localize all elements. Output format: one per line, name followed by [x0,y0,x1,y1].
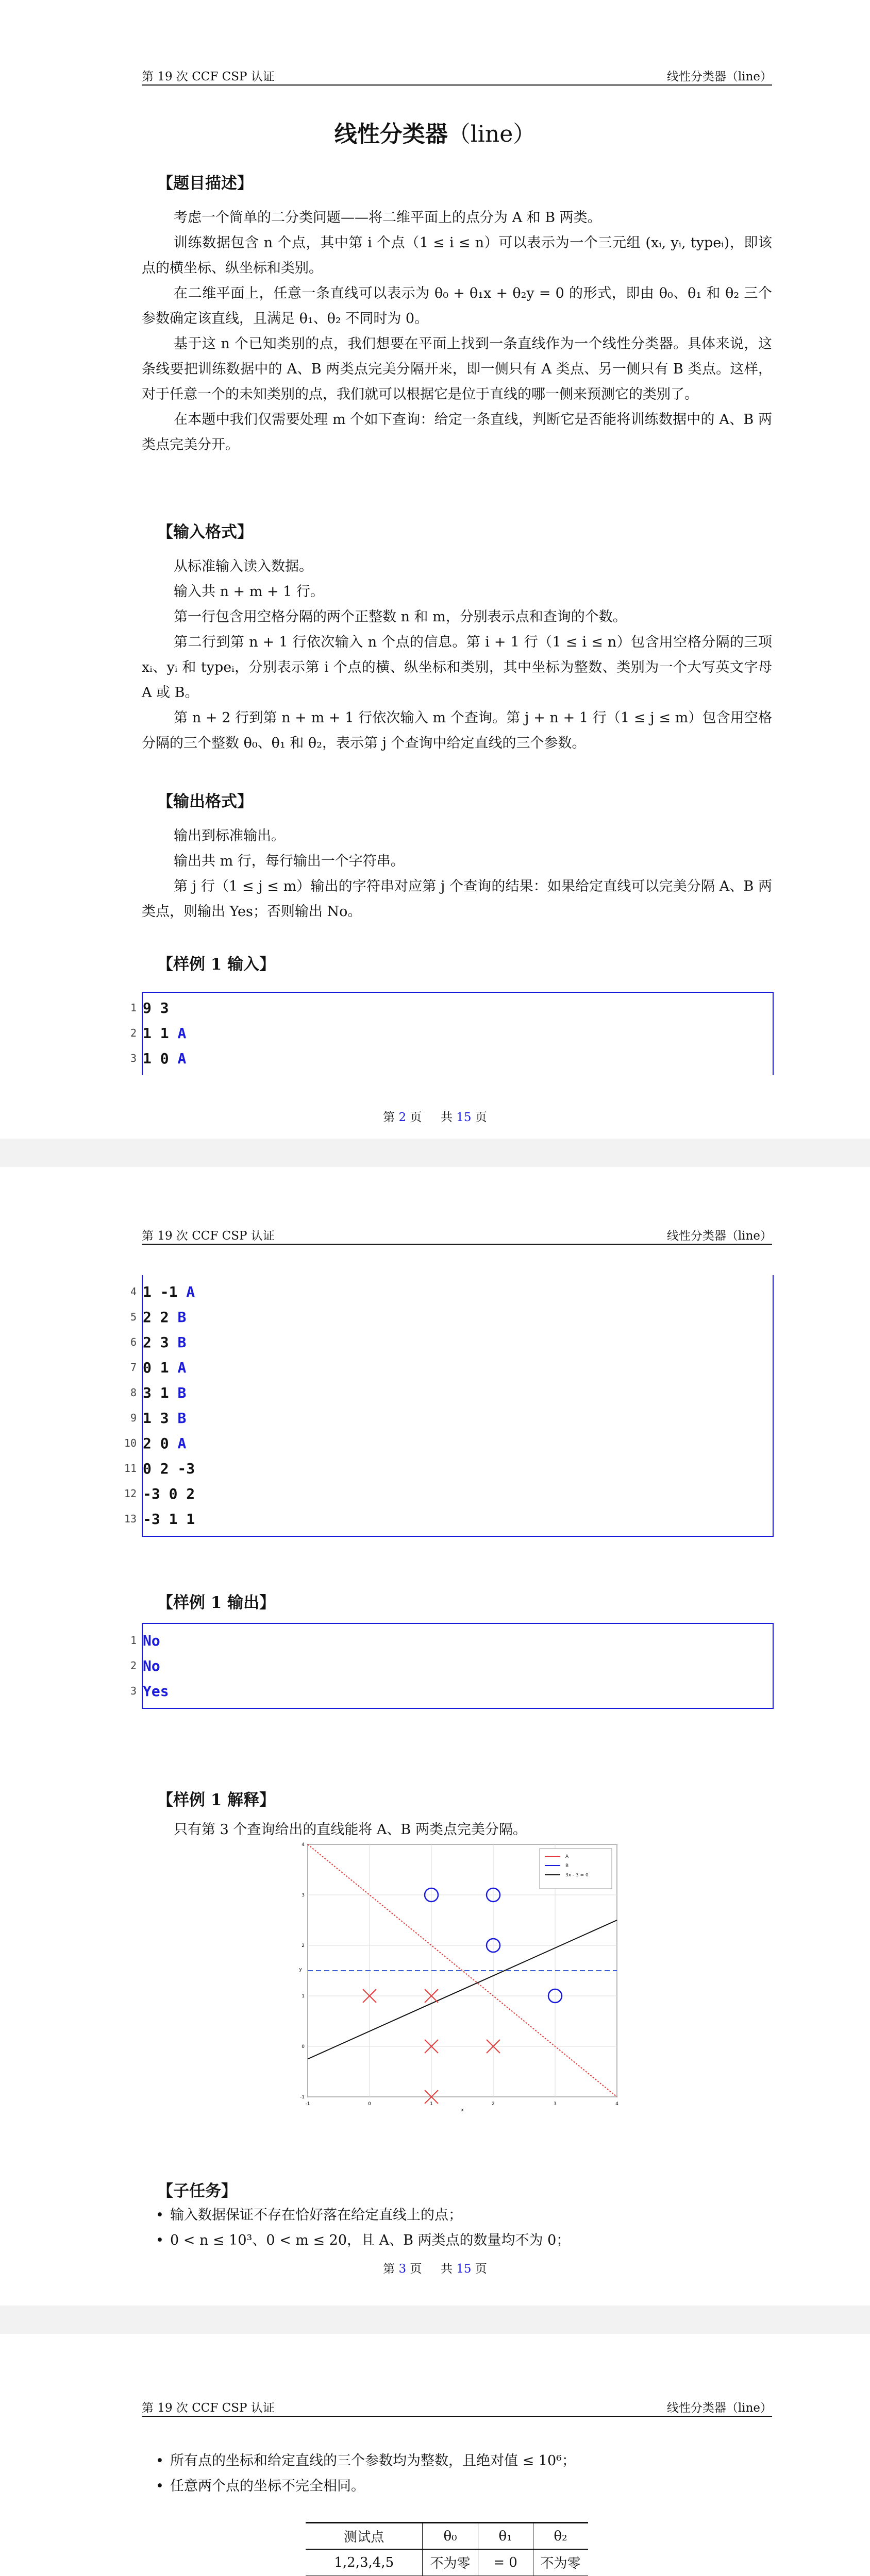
y-tick-label: -1 [300,2095,305,2100]
section-output: 【输出格式】 [157,792,253,811]
code-line: 1 9 3 [130,999,169,1016]
input-block [142,554,772,756]
code-line: 6 2 3 B [130,1334,187,1351]
page-title [0,115,870,148]
code-line: 7 0 1 A [130,1359,187,1376]
testcase-table [306,2522,588,2576]
explanation-block [142,1817,772,1842]
list-item: • 任意两个点的坐标不完全相同。 [170,2473,576,2499]
table-row: 1,2,3,4,5 不为零 = 0 不为零 [306,2549,588,2575]
x-tick-label: 3 [554,2102,557,2107]
code-line: 8 3 1 B [130,1384,187,1401]
explanation-text: 只有第 3 个查询给出的直线能将 A、B 两类点完美分隔。 [174,1822,527,1838]
sample-output-box [130,1623,774,1709]
input-p5: 第 n + 2 行到第 n + m + 1 行依次输入 m 个查询。第 j + n + 1 行（1 ≤ j ≤ m）包含用空格分隔的三个整数 θ₀、θ₁ 和 θ₂，表示第 j 个查询中给定直线的三个参数。 [142,710,772,751]
input-p1: 从标准输入读入数据。 [174,558,313,574]
legend-label: A [565,1854,569,1859]
x-tick-label: -1 [305,2102,310,2107]
header-right: 线性分类器（line） [666,2401,772,2415]
desc-block [142,205,772,457]
page-footer: 第 3 页 共 15 页 [383,2262,487,2276]
input-p2: 输入共 n + m + 1 行。 [174,584,324,600]
input-p4: 第二行到第 n + 1 行依次输入 n 个点的信息。第 i + 1 行（1 ≤ i ≤ n）包含用空格分隔的三项 xᵢ、yᵢ 和 typeᵢ，分别表示第 i 个点的横、纵坐标和类别，其中坐标为整数、类别为一个大写英文字母 A 或 B。 [142,634,772,701]
output-p3: 第 j 行（1 ≤ j ≤ m）输出的字符串对应第 j 个查询的结果：如果给定直线可以完美分隔 A、B 两类点，则输出 Yes；否则输出 No。 [142,878,772,920]
code-line: 5 2 2 B [130,1309,187,1326]
y-tick-label: 1 [302,1994,305,1999]
table-header: θ₂ [533,2523,588,2550]
section-sample-explanation: 【样例 1 解释】 [157,1791,276,1809]
table-header-row [306,2523,588,2550]
y-axis-label: y [299,1967,302,1972]
legend-label: 3x - 3 = 0 [565,1873,589,1878]
code-line: 3 1 0 A [130,1050,187,1067]
table-header: θ₁ [478,2523,533,2550]
code-line: 9 1 3 B [130,1410,187,1427]
code-line: 11 0 2 -3 [124,1460,195,1477]
title-paren: （line） [447,121,536,147]
header-right: 线性分类器（line） [666,70,772,83]
table-header: θ₀ [423,2523,478,2550]
code-line: 1 No [130,1632,160,1649]
subtask-list-2 [170,2448,576,2499]
title-main: 线性分类器 [334,121,448,147]
input-p3: 第一行包含用空格分隔的两个正整数 n 和 m，分别表示点和查询的个数。 [174,609,627,625]
y-tick-label: 0 [302,2044,305,2049]
list-item: • 输入数据保证不存在恰好落在给定直线上的点； [170,2202,570,2228]
x-axis-label: x [461,2108,464,2112]
header-right: 线性分类器（line） [666,1229,772,1243]
section-input: 【输入格式】 [157,523,253,541]
code-line: 12 -3 0 2 [124,1485,195,1502]
table-header: 测试点 [344,2530,384,2545]
page-1 [0,0,870,1139]
page-2 [0,1167,870,2306]
list-item: • 所有点的坐标和给定直线的三个参数均为整数，且绝对值 ≤ 10⁶； [170,2448,576,2473]
desc-p4: 基于这 n 个已知类别的点，我们想要在平面上找到一条直线作为一个线性分类器。具体来说，这条线要把训练数据中的 A、B 两类点完美分隔开来，即一侧只有 A 类点、另一侧只有 B 类点。这样，对于任意一个的未知类别的点，我们就可以根据它是位于直线的哪一侧来预测它的类别了。 [142,336,772,402]
desc-p1: 考虑一个简单的二分类问题——将二维平面上的点分为 A 和 B 两类。 [174,210,601,226]
output-p2: 输出共 m 行，每行输出一个字符串。 [174,853,405,869]
subtask-list-1 [170,2202,570,2253]
desc-p2: 训练数据包含 n 个点，其中第 i 个点（1 ≤ i ≤ n）可以表示为一个三元组 (xᵢ, yᵢ, typeᵢ)，即该点的横坐标、纵坐标和类别。 [142,235,772,276]
section-subtasks: 【子任务】 [157,2182,237,2200]
y-tick-label: 3 [302,1893,305,1898]
page-header [142,1226,772,1245]
page-footer: 第 2 页 共 15 页 [383,1111,487,1124]
x-tick-label: 4 [615,2102,618,2107]
section-sample-input: 【样例 1 输入】 [157,955,276,974]
list-item: • 0 < n ≤ 10³、0 < m ≤ 20，且 A、B 两类点的数量均不为 0； [170,2228,570,2253]
legend-box [540,1849,612,1889]
x-tick-label: 2 [492,2102,495,2107]
section-sample-output: 【样例 1 输出】 [157,1594,276,1612]
code-line: 13 -3 1 1 [124,1511,195,1528]
output-block [142,823,772,924]
header-left: 第 19 次 CCF CSP 认证 [142,2401,275,2415]
code-line: 4 1 -1 A [130,1283,195,1300]
page-header [142,2398,772,2417]
y-tick-label: 4 [302,1842,305,1848]
scatter-chart [297,1839,627,2112]
x-tick-label: 0 [368,2102,371,2107]
code-line: 2 1 1 A [130,1025,187,1042]
desc-p3: 在二维平面上，任意一条直线可以表示为 θ₀ + θ₁x + θ₂y = 0 的形式，即由 θ₀、θ₁ 和 θ₂ 三个参数确定该直线，且满足 θ₁、θ₂ 不同时为 0。 [142,285,772,327]
header-left: 第 19 次 CCF CSP 认证 [142,1229,275,1243]
code-line: 3 Yes [130,1683,169,1700]
code-line: 2 No [130,1657,160,1674]
output-p1: 输出到标准输出。 [174,828,285,844]
code-line: 10 2 0 A [124,1435,187,1452]
sample-input-box-1 [130,992,774,1075]
section-desc: 【题目描述】 [157,174,253,193]
sample-input-box-2 [124,1275,774,1537]
page-header [142,67,772,86]
legend-label: B [565,1863,569,1869]
desc-p5: 在本题中我们仅需要处理 m 个如下查询：给定一条直线，判断它是否能将训练数据中的 A、B 两类点完美分开。 [142,412,772,453]
x-tick-label: 1 [430,2102,433,2107]
header-left: 第 19 次 CCF CSP 认证 [142,70,275,83]
y-tick-label: 2 [302,1943,305,1948]
